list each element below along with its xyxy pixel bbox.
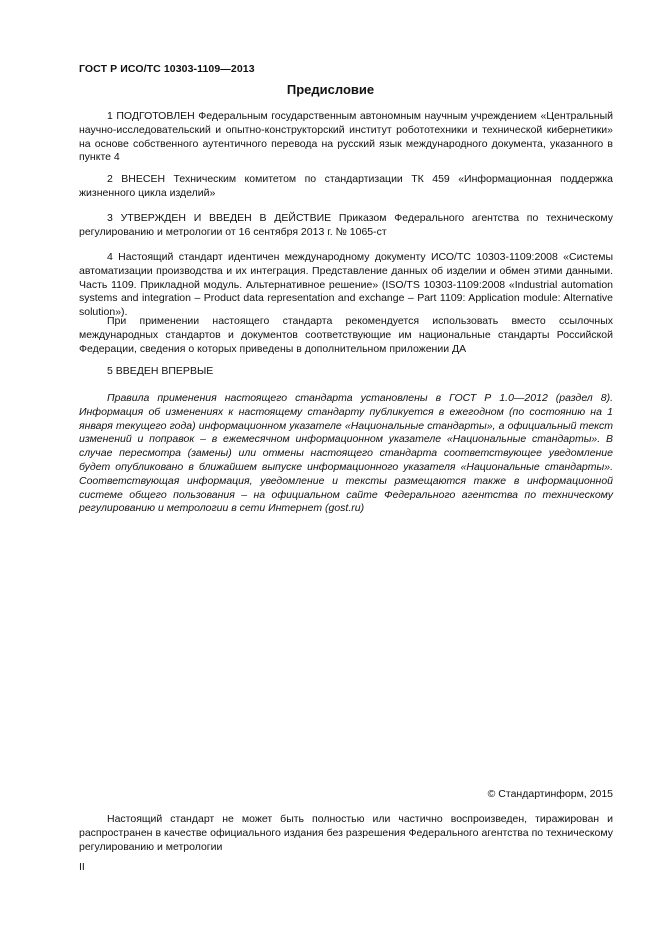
- paragraph-5: [79, 365, 613, 379]
- paragraph-2: [79, 173, 613, 201]
- page-title: Предисловие: [286, 82, 375, 97]
- reproduction-notice-text: Настоящий стандарт не может быть полностью или частично воспроизведен, тиражирован и распространен в качестве официального издания без разрешения Федерального агентства по техническому регулированию и метрологии: [79, 813, 613, 853]
- reproduction-notice: [79, 813, 613, 854]
- copyright-notice: © Стандартинформ, 2015: [487, 788, 613, 800]
- paragraph-4: [79, 251, 613, 320]
- paragraph-4-text: 4 Настоящий стандарт идентичен международному документу ИСО/ТС 10303-1109:2008 «Системы автоматизации производства и их интеграция. Представление данных об изделии и обмен этими данными. Часть 1109. Прикладной модуль. Альтернативное решение» (ISO/TS 10303-1109:2008 «Industrial automation systems and integration – Product data representation and exchange – Part 1109: Application module: Alternative solution»).: [79, 251, 613, 319]
- application-rules-paragraph: [79, 392, 613, 516]
- paragraph-5-text: 5 ВВЕДЕН ВПЕРВЫЕ: [107, 365, 214, 377]
- application-rules-text: Правила применения настоящего стандарта установлены в ГОСТ Р 1.0—2012 (раздел 8). Информация об изменениях к настоящему стандарту публикуется в ежегодном (по состоянию на 1 января текущего года) информационном указателе «Национальные стандарты», а официальный текст изменений и поправок – в ежемесячном информационном указателе «Национальные стандарты». В случае пересмотра (замены) или отмены настоящего стандарта соответствующее уведомление будет опубликовано в ближайшем выпуске информационного указателя «Национальные стандарты». Соответствующая информация, уведомление и тексты размещаются также в информационной системе общего пользования – на официальном сайте Федерального агентства по техническому регулированию и метрологии в сети Интернет (gost.ru): [79, 392, 613, 515]
- paragraph-1: [79, 110, 613, 165]
- paragraph-3-text: 3 УТВЕРЖДЕН И ВВЕДЕН В ДЕЙСТВИЕ Приказом Федерального агентства по техническому регулированию и метрологии от 16 сентября 2013 г. № 1065-ст: [79, 212, 613, 238]
- paragraph-3: [79, 212, 613, 240]
- paragraph-2-text: 2 ВНЕСЕН Техническим комитетом по стандартизации ТК 459 «Информационная поддержка жизненного цикла изделий»: [79, 173, 613, 199]
- page-number: II: [79, 861, 85, 873]
- paragraph-1-text: 1 ПОДГОТОВЛЕН Федеральным государственным автономным научным учреждением «Центральный научно-исследовательский и опытно-конструкторский институт робототехники и технической кибернетики» на основе собственного аутентичного перевода на русский язык международного документа, указанного в пункте 4: [79, 110, 613, 164]
- paragraph-4-note-text: При применении настоящего стандарта рекомендуется использовать вместо ссылочных международных стандартов и документов соответствующие им национальные стандарты Российской Федерации, сведения о которых приведены в дополнительном приложении ДА: [79, 315, 613, 355]
- paragraph-4-note: [79, 315, 613, 356]
- document-code-header: ГОСТ Р ИСО/ТС 10303-1109—2013: [79, 63, 255, 75]
